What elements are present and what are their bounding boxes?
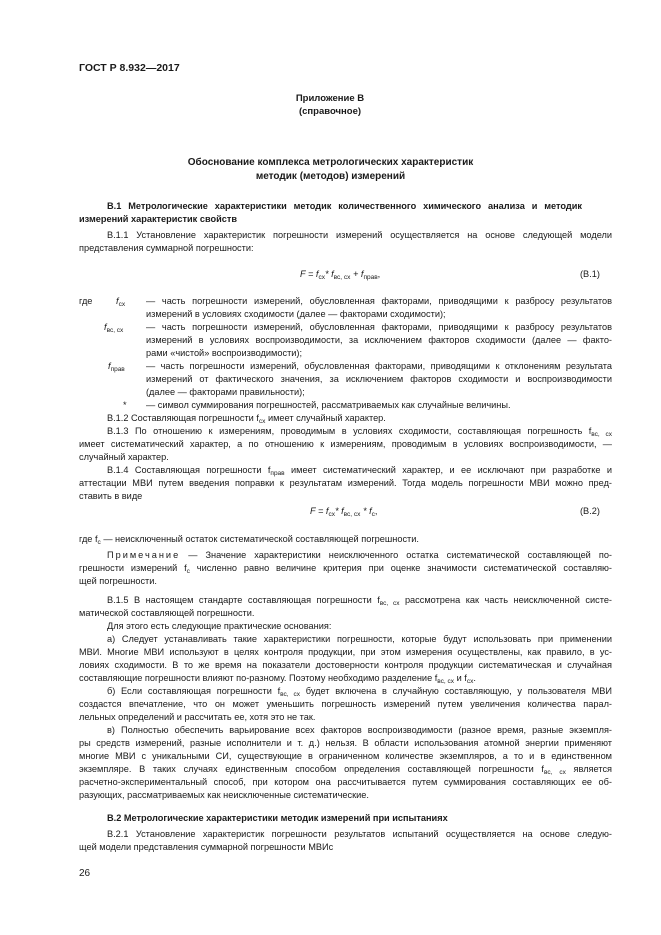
appendix-subtitle: (справочное): [298, 106, 362, 117]
def-symbol-star: *: [123, 400, 127, 410]
paragraph-b21-line1: В.2.1 Установление характеристик погрешности результатов испытаний осуществляется на основе следую-: [107, 829, 612, 839]
item-v-line2: ры средств измерений, разные исполнители и т. д.) нельзя. В области использования атомной энергии применяют: [79, 738, 612, 748]
section-b1-heading: В.1 Метрологические характеристики методик количественного химического анализа и методик: [107, 201, 582, 211]
paragraph-b14-line2: аттестации МВИ путем введения поправки к результатам измерений. Тогда модель погрешности МВИ можно пред-: [79, 478, 612, 488]
note-line3: щей погрешности.: [79, 576, 157, 586]
def-fvs-line3: рами «чистой» воспроизводимости);: [146, 348, 303, 358]
paragraph-b15-line1: В.1.5 В настоящем стандарте составляющая погрешности $f_{вс, сх}$ рассмотрена как часть неисключенной систе-: [107, 595, 612, 607]
def-symbol-fvs: $f_{вс, сх}$: [104, 322, 124, 334]
item-v-line1: в) Полностью обеспечить варьирование всех факторов воспроизводимости (разное время, разные экземпля-: [107, 725, 612, 735]
paragraph-b21-line2: щей модели представления суммарной погрешности МВИс: [79, 842, 334, 852]
item-v-line4: экземпляре. В таких случаях единственным способом определения составляющей погрешности $f_{вс, сх}$ является: [79, 764, 613, 776]
section-b1-heading-cont: измерений характеристик свойств: [79, 214, 237, 224]
item-b-line3: лельных определений и рассчитать ее, хотя это не так.: [79, 712, 316, 722]
paragraph-b11-line2: представления суммарной погрешности:: [79, 243, 254, 253]
formula-b2-number: (В.2): [580, 506, 600, 516]
note-line2: грешности измерений $f_с$ численно равно величине критерия при оценке значимости систематической составляю-: [79, 563, 612, 575]
def-symbol-fsx: $f_{сх}$: [116, 296, 126, 308]
def-fsx-line1: — часть погрешности измерений, обусловленная факторами, приводящими к разбросу результатов: [146, 296, 612, 306]
paragraph-basis: Для этого есть следующие практические основания:: [107, 621, 332, 631]
item-a-line3: ловиях сходимости. В то же время на показатели достоверности контроля продукции систематическая и случайная: [79, 660, 612, 670]
note-line1: Примечание — Значение характеристики неисключенного остатка систематической составляющей по-: [107, 550, 612, 560]
def-star: — символ суммирования погрешностей, рассматриваемых как случайные величины.: [146, 400, 511, 410]
section-b2-heading: В.2 Метрологические характеристики методик измерений при испытаниях: [107, 813, 448, 823]
where-label: где: [79, 296, 93, 306]
paragraph-b14-line3: ставить в виде: [79, 491, 143, 501]
def-fprav-line3: (далее — факторами правильности);: [146, 387, 305, 397]
paragraph-b15-line2: матической составляющей погрешности.: [79, 608, 255, 618]
paragraph-b11-line1: В.1.1 Установление характеристик погрешности измерений осуществляется на основе следующей модели: [107, 230, 612, 240]
def-fvs-line2: измерений в условиях воспроизводимости, за исключением факторов сходимости (далее — факто-: [146, 335, 612, 345]
item-a-line1: а) Следует устанавливать такие характеристики погрешности, которые будут использовать при применении: [107, 634, 612, 644]
def-symbol-fprav: $f_{прав}$: [108, 361, 125, 373]
formula-b2: $F = f_{сх}*$ $f_{вс, сх} * f_с$,: [310, 506, 378, 518]
def-fprav-line1: — часть погрешности измерений, обусловленная факторами, приводящими к отклонениям результата: [146, 361, 612, 371]
def-fsx-line2: измерений в условиях сходимости (далее — факторами сходимости);: [146, 309, 446, 319]
where-fc: где $f_с$ — неисключенный остаток систематической составляющей погрешности.: [79, 534, 419, 546]
item-v-line5: расчетно-экспериментальный способ, при котором она рассчитывается путем суммирования составляющих ее об-: [79, 777, 612, 787]
paragraph-b13-line3: случайный характер.: [79, 452, 169, 462]
paragraph-b12: В.1.2 Составляющая погрешности $f_{сх}$ имеет случайный характер.: [107, 413, 386, 425]
def-fvs-line1: — часть погрешности измерений, обусловленная факторами, приводящими к разбросу результатов: [146, 322, 612, 332]
item-v-line6: разующих, рассматриваемых как неисключенные систематические.: [79, 790, 369, 800]
paragraph-b14-line1: В.1.4 Составляющая погрешности $f_{прав}$ имеет систематический характер, и ее исключают при разработке и: [107, 465, 612, 477]
item-a-line2: МВИ. Многие МВИ используют в целях контроля продукции, при этом измерения осуществлены, как правило, в ус-: [79, 647, 612, 657]
formula-b1: $F = f_{сх}*$ $f_{вс, сх} + f_{прав}$,: [300, 269, 381, 281]
appendix-title: Приложение В: [295, 93, 365, 104]
main-title-line2: методик (методов) измерений: [255, 171, 406, 182]
page-number: 26: [79, 868, 91, 879]
item-v-line3: многие МВИ с уникальными СИ, существующие в ограниченном количестве экземпляров, а то и в единственном: [79, 751, 612, 761]
formula-b1-number: (В.1): [580, 269, 600, 279]
document-code: ГОСТ Р 8.932—2017: [79, 62, 180, 74]
item-b-line1: б) Если составляющая погрешности $f_{вс, сх}$ будет включена в случайную составляющую, у пользователя МВИ: [107, 686, 612, 698]
main-title-line1: Обоснование комплекса метрологических характеристик: [187, 157, 474, 168]
paragraph-b13-line1: В.1.3 По отношению к измерениям, проводимым в условиях сходимости, составляющая погрешность $f_{вс, сх}$: [107, 426, 612, 438]
item-a-line4: составляющие погрешности влияют по-разному. Поэтому необходимо разделение $f_{вс, сх}$ и $f_{сх}$.: [79, 673, 476, 685]
def-fprav-line2: измерений от фактического значения, за исключением факторов сходимости и воспроизводимости: [146, 374, 612, 384]
paragraph-b13-line2: имеет систематический характер, а по отношению к измерениям, проводимым в условиях воспроизводимости, —: [79, 439, 612, 449]
item-b-line2: создастся впечатление, что он может уменьшить погрешность измерений путем увеличения количества парал-: [79, 699, 612, 709]
